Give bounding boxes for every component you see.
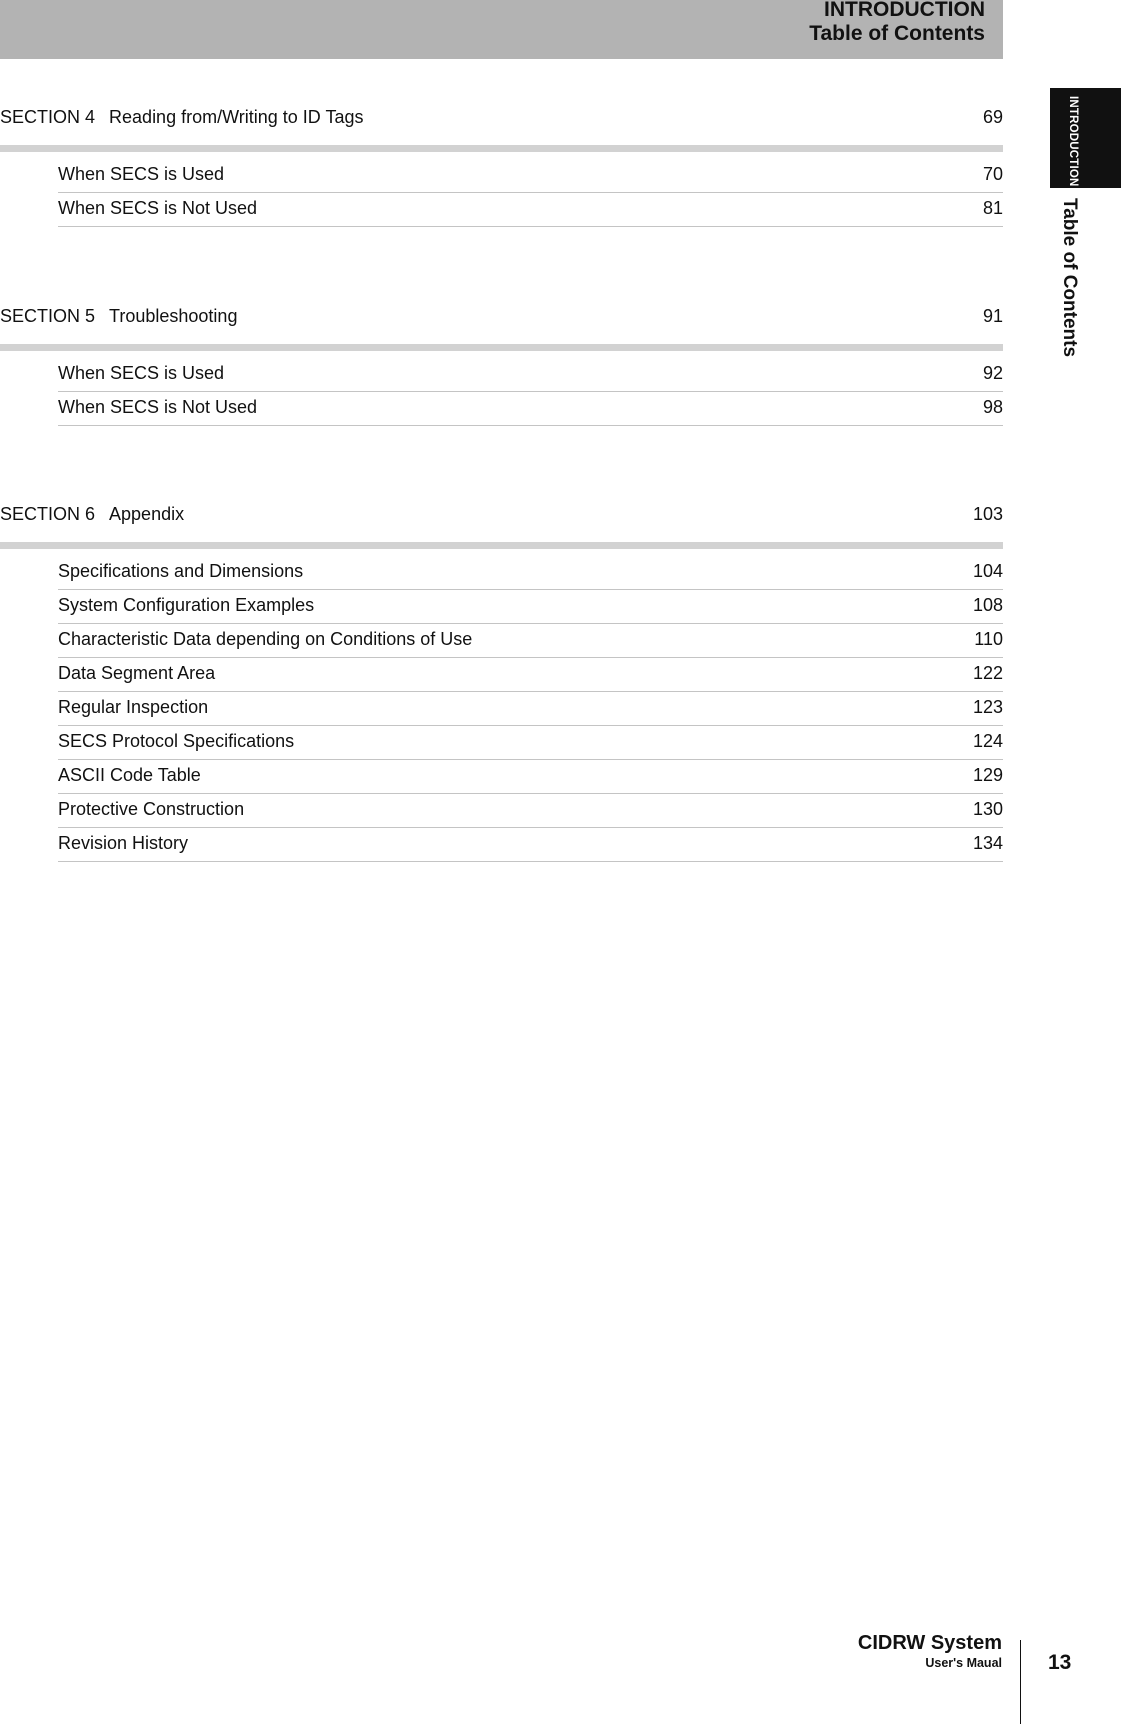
section-label <box>0 504 184 525</box>
toc-entry[interactable] <box>58 692 1003 726</box>
toc-entry-title: SECS Protocol Specifications <box>58 731 295 751</box>
toc-entry[interactable] <box>58 193 1003 227</box>
side-tab-title-label: Table of Contents <box>1059 198 1080 358</box>
section-label <box>0 107 363 128</box>
section-label <box>0 306 237 327</box>
section-divider <box>0 145 1003 152</box>
toc-section-5 <box>0 306 1003 426</box>
toc-entry-title: Data Segment Area <box>58 663 216 683</box>
toc-entry-title: When SECS is Used <box>58 363 225 383</box>
header-chapter: INTRODUCTION <box>824 0 985 21</box>
section-page: 69 <box>982 107 1003 127</box>
footer-divider <box>1020 1640 1021 1724</box>
toc-entry[interactable] <box>58 658 1003 692</box>
toc-entry-title: When SECS is Used <box>58 164 225 184</box>
section-heading[interactable] <box>0 504 1003 538</box>
toc-entry-page: 134 <box>972 833 1003 853</box>
toc-entry[interactable] <box>58 590 1003 624</box>
toc-entry-title: When SECS is Not Used <box>58 397 258 417</box>
toc-entry-title: When SECS is Not Used <box>58 198 258 218</box>
toc-entry-page: 123 <box>972 697 1003 717</box>
section-page: 91 <box>982 306 1003 326</box>
toc-entry[interactable] <box>58 358 1003 392</box>
side-tab-chapter-label: INTRODUCTION <box>1067 95 1079 187</box>
side-tab-box <box>1050 88 1121 188</box>
toc-entry[interactable] <box>58 624 1003 658</box>
toc-entry-title: Protective Construction <box>58 799 245 819</box>
toc-entry[interactable] <box>58 556 1003 590</box>
toc-entry-page: 129 <box>972 765 1003 785</box>
section-title: Appendix <box>109 504 185 524</box>
section-title: Troubleshooting <box>109 306 238 326</box>
toc-entry-page: 108 <box>972 595 1003 615</box>
section-divider <box>0 344 1003 351</box>
toc-entry-title: ASCII Code Table <box>58 765 201 785</box>
toc-section-4 <box>0 107 1003 227</box>
toc-entry[interactable] <box>58 828 1003 862</box>
toc-entry-page: 130 <box>972 799 1003 819</box>
toc-entry-page: 122 <box>972 663 1003 683</box>
header-title: Table of Contents <box>809 22 985 45</box>
toc-entry[interactable] <box>58 760 1003 794</box>
toc-entries <box>58 358 1003 426</box>
section-number: SECTION 5 <box>0 306 96 326</box>
toc-entry[interactable] <box>58 159 1003 193</box>
toc-entry-title: Regular Inspection <box>58 697 209 717</box>
section-number: SECTION 6 <box>0 504 96 524</box>
page-number: 13 <box>1048 1651 1072 1674</box>
toc-entry-page: 92 <box>982 363 1003 383</box>
toc-entry-page: 70 <box>982 164 1003 184</box>
side-tab-chapter <box>1065 94 1081 188</box>
toc-entry-title: Characteristic Data depending on Conditions of Use <box>58 629 473 649</box>
section-page: 103 <box>972 504 1003 524</box>
toc-entry-title: Revision History <box>58 833 189 853</box>
toc-entry-page: 81 <box>982 198 1003 218</box>
section-divider <box>0 542 1003 549</box>
toc-entries <box>58 556 1003 862</box>
section-heading[interactable] <box>0 107 1003 141</box>
toc-entry[interactable] <box>58 726 1003 760</box>
footer-product: CIDRW System <box>857 1632 1002 1654</box>
toc-entry-page: 124 <box>972 731 1003 751</box>
toc-section-6 <box>0 504 1003 862</box>
toc-entry-title: System Configuration Examples <box>58 595 315 615</box>
section-number: SECTION 4 <box>0 107 96 127</box>
toc-entry-page: 98 <box>982 397 1003 417</box>
toc-entry-page: 104 <box>972 561 1003 581</box>
side-tab-title <box>1054 198 1084 378</box>
toc-entry[interactable] <box>58 392 1003 426</box>
section-heading[interactable] <box>0 306 1003 340</box>
toc-entry-page: 110 <box>974 629 1003 649</box>
toc-entry-title: Specifications and Dimensions <box>58 561 304 581</box>
toc-entries <box>58 159 1003 227</box>
toc-entry[interactable] <box>58 794 1003 828</box>
section-title: Reading from/Writing to ID Tags <box>109 107 364 127</box>
footer-subtitle: User's Maual <box>925 1656 1002 1670</box>
